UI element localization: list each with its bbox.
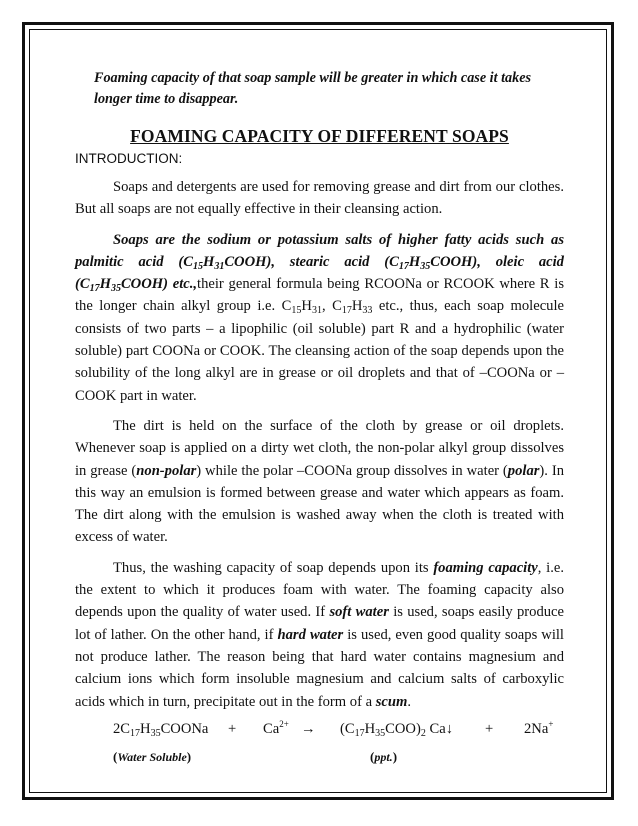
chemical-equation (75, 718, 564, 745)
paragraph-3: The dirt is held on the surface of the cloth by grease or oil droplets. Whenever soap is applied on a dirty wet cloth, the non-polar alkyl group dissolves in grease (non-polar) while the polar –COONa group dissolves in water (polar). In this way an emulsion is formed between grease and water which appears as foam. The dirt along with the emulsion is washed away when the cloth is treated with excess of water. (75, 417, 564, 546)
page-title: FOAMING CAPACITY OF DIFFERENT SOAPS (130, 126, 509, 146)
plus-sign: + (485, 720, 494, 737)
paragraph-4: Thus, the washing capacity of soap depends upon its foaming capacity, i.e. the extent to which it produces foam with water. The foaming capacity also depends upon the quality of water used. If soft water is used, soaps easily produce lot of lather. On the other hand, if hard water is used, even good quality soaps will not produce lather. The reason being that hard water contains magnesium and calcium ions which form insoluble magnesium and calcium salts of carboxylic acids which in turn, precipitate out in the form of a scum. (75, 559, 564, 710)
reactant-calcium: $Ca^{2+}$ (263, 718, 289, 737)
paragraph-1: Soaps and detergents are used for removing grease and dirt from our clothes. But all soaps are not equally effective in their cleansing action. (75, 179, 564, 218)
note-water-soluble: (Water Soluble) (113, 748, 192, 764)
reactant-soap: $2C_{17}H_{35}COONa$ (113, 720, 209, 739)
note-precipitate: (ppt.) (370, 748, 398, 764)
paragraph-2: Soaps are the sodium or potassium salts of higher fatty acids such as palmitic acid $(C_{15}H_{31}COOH)$, stearic acid $(C_{17}H_{35}COOH)$, oleic acid $(C_{17}H_{35}COOH)$ etc.,their general formula being RCOONa or RCOOK where R is the longer chain alkyl group i.e. $C_{15}H_{31}$, $C_{17}H_{33}$ etc., thus, each soap molecule consists of two parts – a lipophilic (oil soluble) part R and a hydrophilic (water soluble) part COONa or COOK. The cleansing action of the soap depends upon the solubility of the long alkyl are in grease or oil droplets and that of –COONa or –COOK part in water. (75, 231, 565, 404)
document-body (75, 68, 564, 771)
plus-sign: + (228, 720, 237, 737)
definition-text: Soaps are the sodium or potassium salts of higher fatty acids such as palmitic acid $(C_{15}H_{31}COOH)$, stearic acid $(C_{17}H_{35}COOH)$, oleic acid $(C_{17}H_{35}COOH)$ etc., (75, 231, 564, 295)
product-precipitate: $(C_{17}H_{35}COO)_2$ Ca↓ (340, 720, 453, 739)
reaction-arrow: → (301, 720, 316, 737)
equation-annotations (75, 749, 564, 771)
lead-statement: Foaming capacity of that soap sample will be greater in which case it takes longer time to disappear. (94, 70, 532, 107)
product-sodium: 2Na+ (524, 718, 554, 737)
section-heading-introduction: INTRODUCTION: (75, 151, 183, 166)
